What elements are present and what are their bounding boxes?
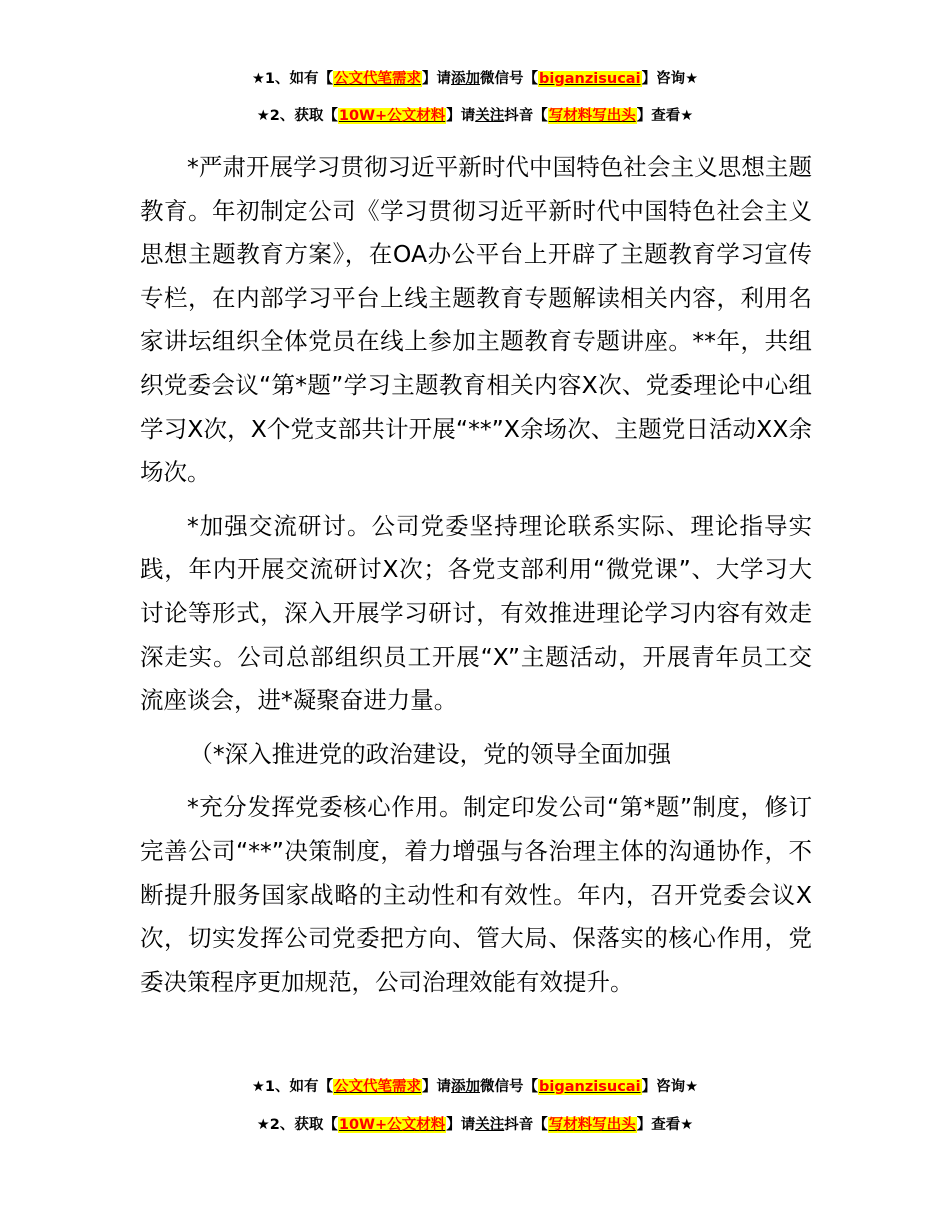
header-line1-emph: 添加 bbox=[451, 71, 481, 87]
footer-line2-emph: 关注 bbox=[475, 1117, 505, 1133]
footer-line1-mid2: 微信号【 bbox=[480, 1079, 539, 1095]
footer-line1-emph: 添加 bbox=[451, 1079, 481, 1095]
section-subheading: （*深入推进党的政治建设，党的领导全面加强 bbox=[189, 739, 672, 768]
header-line1-mid2: 微信号【 bbox=[480, 71, 539, 87]
header-line2-mid1: 】请 bbox=[446, 108, 476, 124]
footer-line1-prefix: ★1、如有【 bbox=[251, 1079, 334, 1095]
header-ad-line-2 bbox=[0, 105, 950, 127]
document-body bbox=[140, 146, 812, 1014]
footer-line1-highlight-service: 公文代笔需求 bbox=[334, 1079, 422, 1095]
header-line2-mid2: 抖音【 bbox=[504, 108, 548, 124]
footer-line1-highlight-wechat: biganzisucai bbox=[539, 1079, 641, 1095]
footer-line2-mid1: 】请 bbox=[446, 1117, 476, 1133]
header-line2-prefix: ★2、获取【 bbox=[256, 108, 338, 124]
header-line1-mid1: 】请 bbox=[422, 71, 452, 87]
header-ad-line-1 bbox=[0, 68, 950, 90]
footer-line2-highlight-douyin: 写材料写出头 bbox=[548, 1117, 636, 1133]
header-line1-highlight-wechat: biganzisucai bbox=[539, 71, 641, 87]
header-line1-highlight-service: 公文代笔需求 bbox=[334, 71, 422, 87]
footer-line2-prefix: ★2、获取【 bbox=[256, 1117, 338, 1133]
footer-ad-line-2 bbox=[0, 1114, 950, 1136]
body-paragraph: *严肃开展学习贯彻习近平新时代中国特色社会主义思想主题教育。年初制定公司《学习贯彻习近平新时代中国特色社会主义思想主题教育方案》，在OA办公平台上开辟了主题教育学习宣传专栏，在内部学习平台上线主题教育专题解读相关内容，利用名家讲坛组织全体党员在线上参加主题教育专题讲座。**年，共组织党委会议“第*题”学习主题教育相关内容X次、党委理论中心组学习X次，X个党支部共计开展“**”X余场次、主题党日活动XX余场次。 bbox=[140, 153, 812, 487]
footer-line2-suffix: 】查看★ bbox=[636, 1117, 694, 1133]
footer-line2-highlight-materials: 10W+公文材料 bbox=[338, 1117, 446, 1133]
body-paragraph: *加强交流研讨。公司党委坚持理论联系实际、理论指导实践，年内开展交流研讨X次；各党支部利用“微党课”、大学习大讨论等形式，深入开展学习研讨，有效推进理论学习内容有效走深走实。公司总部组织员工开展“X”主题活动，开展青年员工交流座谈会，进*凝聚奋进力量。 bbox=[140, 511, 812, 715]
footer-line1-suffix: 】咨询★ bbox=[641, 1079, 699, 1095]
header-line2-emph: 关注 bbox=[475, 108, 505, 124]
header-line1-prefix: ★1、如有【 bbox=[251, 71, 334, 87]
body-paragraph: *充分发挥党委核心作用。制定印发公司“第*题”制度，修订完善公司“**”决策制度，着力增强与各治理主体的沟通协作，不断提升服务国家战略的主动性和有效性。年内，召开党委会议X次，切实发挥公司党委把方向、管大局、保落实的核心作用，党委决策程序更加规范，公司治理效能有效提升。 bbox=[140, 793, 812, 996]
footer-line1-mid1: 】请 bbox=[422, 1079, 452, 1095]
footer-line2-mid2: 抖音【 bbox=[504, 1117, 548, 1133]
header-line2-highlight-materials: 10W+公文材料 bbox=[338, 108, 446, 124]
header-line2-suffix: 】查看★ bbox=[636, 108, 694, 124]
header-line2-highlight-douyin: 写材料写出头 bbox=[548, 108, 636, 124]
header-line1-suffix: 】咨询★ bbox=[641, 71, 699, 87]
footer-ad-line-1 bbox=[0, 1076, 950, 1098]
